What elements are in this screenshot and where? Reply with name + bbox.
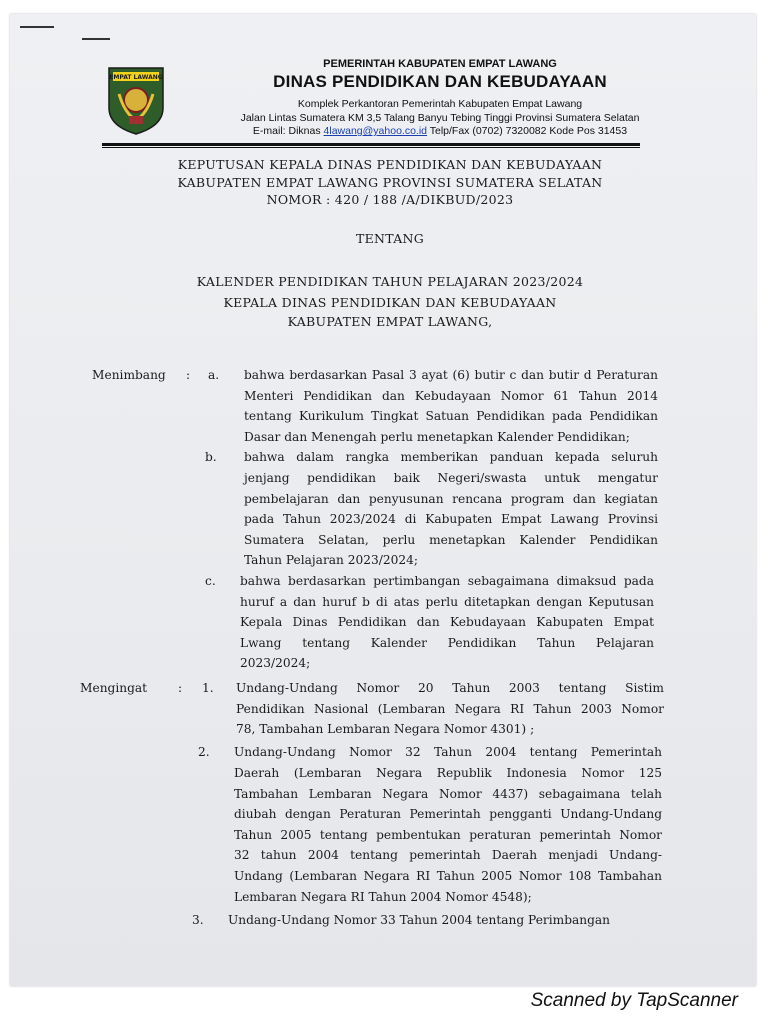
mengingat-item-line: Pendidikan Nasional (Lembaran Negara RI Tahun 2003 Nomor [236,701,664,716]
menimbang-item-marker: c. [205,574,216,588]
decree-number: NOMOR : 420 / 188 /A/DIKBUD/2023 [266,192,514,207]
menimbang-item-line: Tahun Pelajaran 2023/2024; [244,553,419,568]
menimbang-item-line: pada Tahun 2023/2024 di Kabupaten Empat Lawang Provinsi [244,512,658,527]
menimbang-item-line: Kepala Dinas Pendidikan dan Kebudayaan Kabupaten Empat [240,615,654,630]
scanned-page [10,14,756,986]
mengingat-item-line: Tambahan Lembaran Negara Nomor 4437) sebagaimana telah [234,786,662,801]
agency-name: DINAS PENDIDIKAN DAN KEBUDAYAAN [273,72,607,91]
menimbang-item-line: jenjang pendidikan baik Negeri/swasta untuk mengatur [244,471,658,485]
email-link[interactable]: 4lawang@yahoo.co.id [323,125,428,137]
menimbang-colon: : [186,368,191,382]
mengingat-item-line: Undang (Lembaran Negara RI Tahun 2005 Nomor 108 Tambahan [234,868,662,883]
mengingat-item-marker: 2. [198,745,210,760]
mengingat-item-marker: 3. [192,912,204,927]
mengingat-item-line: Lembaran Negara RI Tahun 2004 Nomor 4548); [234,889,532,904]
menimbang-item-line: bahwa berdasarkan Pasal 3 ayat (6) butir c dan butir d Peraturan [244,368,658,382]
mengingat-item-line: Daerah (Lembaran Negara Republik Indonesia Nomor 125 [234,765,662,780]
mengingat-item-marker: 1. [202,681,214,695]
decree-subject: KALENDER PENDIDIKAN TAHUN PELAJARAN 2023/2024 [196,274,584,289]
menimbang-item-line: pembelajaran dan penyusunan rencana program dan kegiatan [244,491,658,506]
menimbang-item-line: Sumatera Selatan, perlu menetapkan Kalender Pendidikan [244,532,658,547]
government-name: PEMERINTAH KABUPATEN EMPAT LAWANG [323,58,557,70]
menimbang-item-line: Dasar dan Menengah perlu menetapkan Kalender Pendidikan; [244,429,630,444]
mengingat-item-line: diubah dengan Peraturan Pemerintah pengganti Undang-Undang [234,807,662,822]
decree-title-line-1: KEPUTUSAN KEPALA DINAS PENDIDIKAN DAN KEBUDAYAAN [177,157,603,172]
decree-about: TENTANG [355,231,425,246]
menimbang-item-line: 2023/2024; [240,656,311,671]
menimbang-item-line: bahwa berdasarkan pertimbangan sebagaimana dimaksud pada [240,574,654,588]
address-line-2: Jalan Lintas Sumatera KM 3,5 Talang Banyu Tebing Tinggi Provinsi Sumatera Selatan [240,112,640,124]
scanner-watermark: Scanned by TapScanner [530,990,738,1011]
decree-body [10,14,756,986]
menimbang-item-line: bahwa dalam rangka memberikan panduan kepada seluruh [244,450,658,465]
mengingat-item-line: 32 tahun 2004 tentang pemerintah Daerah menjadi Undang- [234,848,662,863]
menimbang-item-marker: a. [208,368,220,382]
decree-authority-line-1: KEPALA DINAS PENDIDIKAN DAN KEBUDAYAAN [223,295,557,310]
menimbang-item-line: huruf a dan huruf b di atas perlu ditetapkan dengan Keputusan [240,594,654,609]
mengingat-item-line: Undang-Undang Nomor 33 Tahun 2004 tentang Perimbangan [228,912,611,927]
mengingat-item-line: Undang-Undang Nomor 20 Tahun 2003 tentang Sistim [236,681,664,695]
decree-title-line-2: KABUPATEN EMPAT LAWANG PROVINSI SUMATERA SELATAN [177,175,603,190]
emblem-text: EMPAT LAWANG [109,74,163,81]
mengingat-item-line: 78, Tambahan Lembaran Negara Nomor 4301) ; [236,722,535,737]
mengingat-colon: : [178,681,183,695]
contact-suffix: Telp/Fax (0702) 7320082 Kode Pos 31453 [427,125,628,137]
contact-prefix: E-mail: Diknas [252,125,324,137]
menimbang-item-line: Lwang tentang Kalender Pendidikan Tahun Pelajaran [240,635,654,650]
address-line-1: Komplek Perkantoran Pemerintah Kabupaten Empat Lawang [297,98,583,110]
menimbang-item-line: Menteri Pendidikan dan Kebudayaan Nomor 61 Tahun 2014 [244,388,658,403]
decree-authority-line-2: KABUPATEN EMPAT LAWANG, [287,314,493,329]
mengingat-label: Mengingat [80,681,148,695]
mengingat-item-line: Undang-Undang Nomor 32 Tahun 2004 tentang Pemerintah [234,745,662,760]
menimbang-label: Menimbang [92,368,166,382]
mengingat-item-line: Tahun 2005 tentang pembentukan peraturan pemerintah Nomor [234,827,662,842]
menimbang-item-line: tentang Kurikulum Tingkat Satuan Pendidikan pada Pendidikan [244,409,658,424]
menimbang-item-marker: b. [205,450,217,465]
